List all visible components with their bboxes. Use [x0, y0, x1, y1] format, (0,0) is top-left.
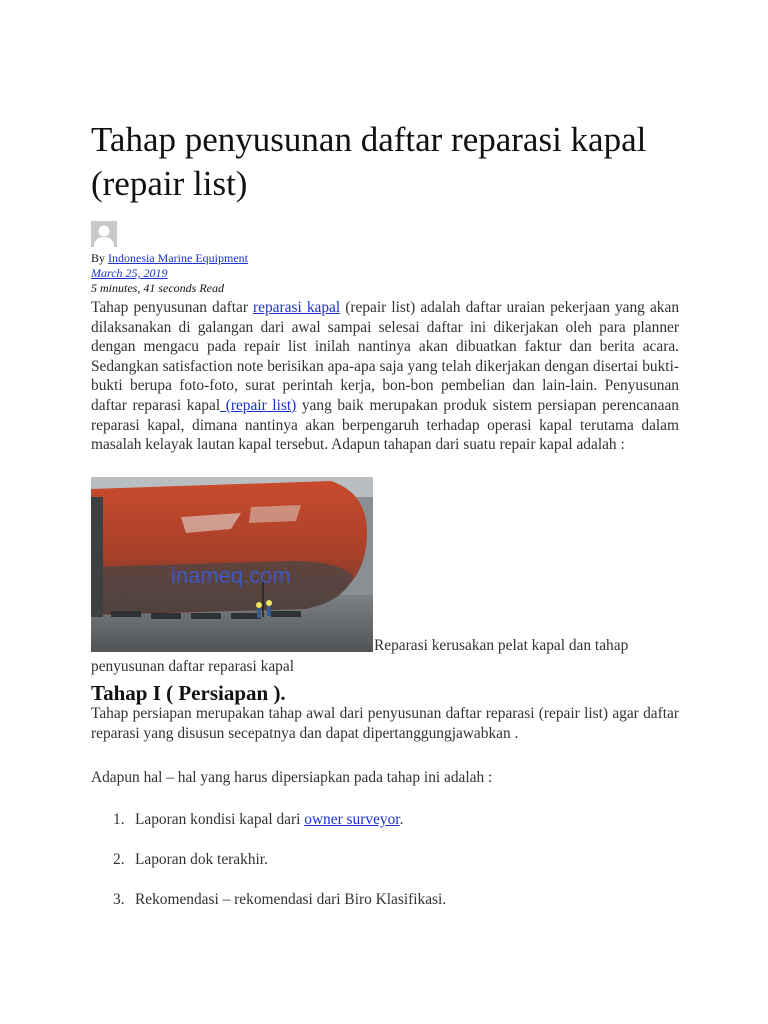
publish-date-link[interactable]: March 25, 2019	[91, 266, 168, 280]
author-avatar[interactable]	[91, 221, 117, 247]
byline	[91, 251, 248, 265]
repair-list-link[interactable]: (repair list)	[220, 396, 297, 414]
list-text: Laporan kondisi kapal dari	[135, 811, 305, 828]
intro-text-1: Tahap penyusunan daftar	[91, 299, 254, 316]
section-heading-tahap-1: Tahap I ( Persiapan ).	[91, 681, 286, 705]
by-label: By	[91, 251, 106, 265]
list-number: 2.	[113, 851, 125, 868]
section-paragraph-1: Tahap persiapan merupakan tahap awal dari penyusunan daftar reparasi (repair list) agar daftar reparasi yang disusun secepatnya dan dapat dipertanggungjawabkan .	[91, 705, 679, 742]
figure-caption-part-1: Reparasi kerusakan pelat kapal dan tahap	[374, 637, 629, 654]
author-link[interactable]: Indonesia Marine Equipment	[108, 251, 248, 265]
image-watermark: inameq.com	[171, 563, 291, 588]
intro-paragraph	[91, 298, 679, 455]
list-number: 3.	[113, 891, 125, 908]
list-text: Rekomendasi – rekomendasi dari Biro Klasifikasi.	[135, 891, 447, 908]
publish-date-line	[91, 266, 168, 280]
list-item	[113, 810, 403, 829]
owner-surveyor-link[interactable]: owner surveyor	[304, 811, 400, 828]
read-time: 5 minutes, 41 seconds Read	[91, 281, 224, 295]
list-item	[113, 850, 268, 869]
user-silhouette-icon	[91, 221, 117, 247]
list-text: Laporan dok terakhir.	[135, 851, 268, 868]
list-number: 1.	[113, 811, 125, 828]
figure-caption-part-2: penyusunan daftar reparasi kapal	[91, 658, 294, 675]
list-item	[113, 890, 446, 909]
reparasi-kapal-link[interactable]: reparasi kapal	[253, 299, 341, 316]
ship-repair-image	[91, 477, 373, 652]
intro-text-3: yang baik merupakan produk sistem persiapan perencanaan reparasi kapal, dimana nantinya akan berpengaruh terhadap operasi kapal terutama dalam masalah kelayak lautan kapal tersebut. Adapun tahapan dari suatu repair kapal adalah :	[91, 396, 679, 454]
ship-hull-drydock-illustration	[91, 477, 373, 652]
intro-text-2: (repair list) adalah daftar uraian pekerjaan yang akan dilaksanakan di galangan dari awal sampai selesai daftar ini dikerjakan oleh para planner dengan mengacu pada repair list inilah nantinya akan dibuatkan faktur dan berita acara. Sedangkan satisfaction note berisikan apa-apa saja yang telah dikerjakan dengan disertai bukti-bukti berupa foto-foto, surat perintah kerja, bon-bon pembelian dan lain-lain. Penyusunan daftar reparasi kapal	[91, 299, 680, 414]
article-title: Tahap penyusunan daftar reparasi kapal (repair list)	[91, 120, 647, 203]
list-text-end: .	[399, 811, 404, 828]
section-paragraph-2: Adapun hal – hal yang harus dipersiapkan pada tahap ini adalah :	[91, 769, 493, 786]
